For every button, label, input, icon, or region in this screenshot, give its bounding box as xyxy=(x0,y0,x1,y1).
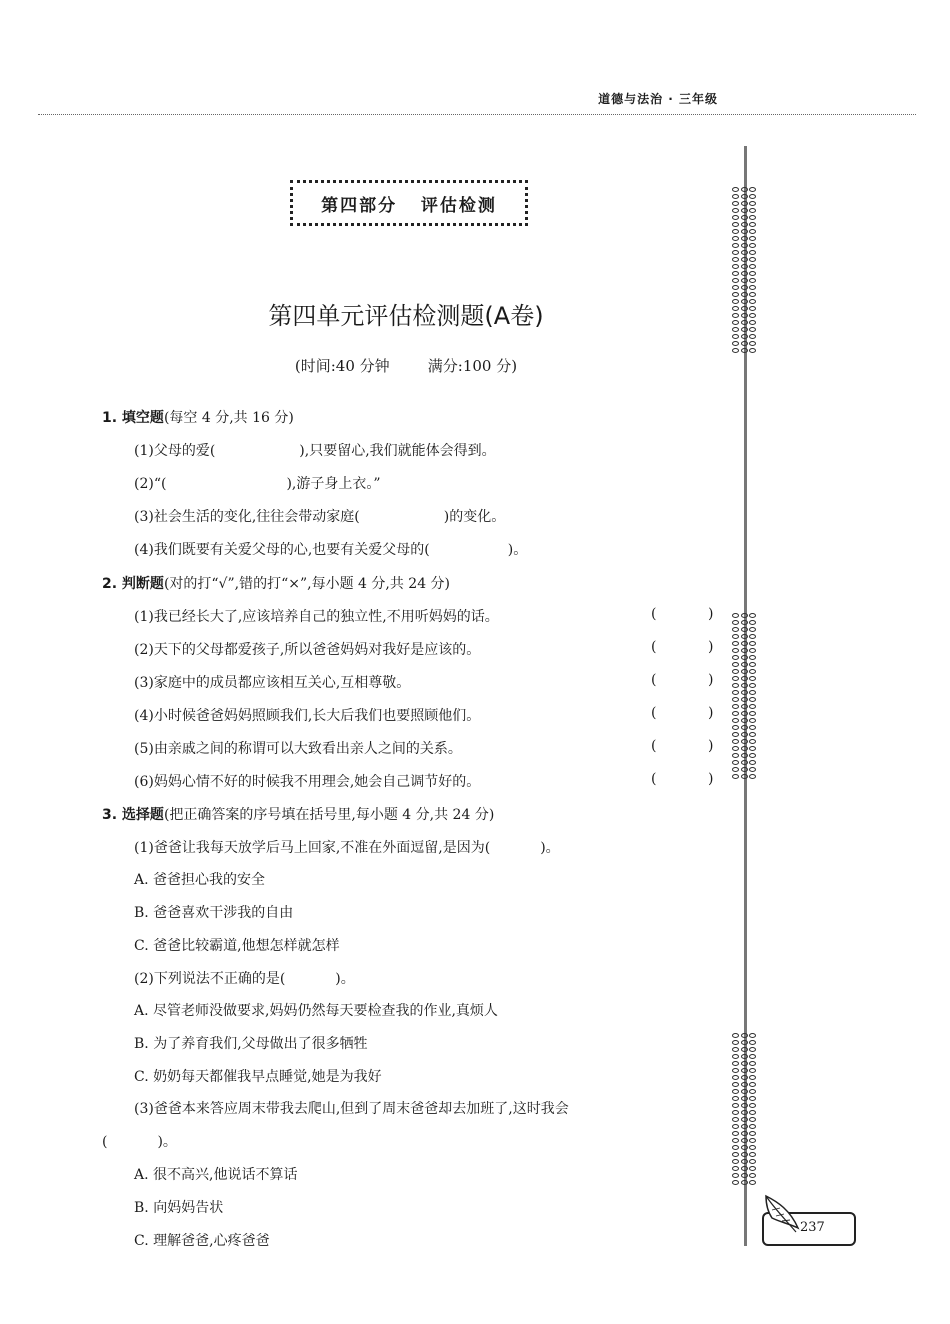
binding-ring xyxy=(732,1102,756,1109)
binding-ring xyxy=(732,1109,756,1116)
q1-item-4 xyxy=(134,539,527,559)
q2-item-4: (4)小时候爸爸妈妈照顾我们,长大后我们也要照顾他们。 xyxy=(134,708,481,724)
binding-ring xyxy=(732,731,756,738)
q3-sub1-option-b[interactable]: B. 爸爸喜欢干涉我的自由 xyxy=(134,905,294,921)
binding-ring xyxy=(732,654,756,661)
binding-ring xyxy=(732,1123,756,1130)
binding-ring xyxy=(732,221,756,228)
answer-paren-open[interactable]: ( xyxy=(651,738,657,754)
binding-ring xyxy=(732,1046,756,1053)
binding-ring xyxy=(732,1144,756,1151)
q2-item-5: (5)由亲戚之间的称谓可以大致看出亲人之间的关系。 xyxy=(134,741,462,757)
binding-ring xyxy=(732,626,756,633)
q3-note: (把正确答案的序号填在括号里,每小题 4 分,共 24 分) xyxy=(163,807,495,823)
binding-ring xyxy=(732,256,756,263)
binding-ring xyxy=(732,738,756,745)
q3-sub1-option-c[interactable]: C. 爸爸比较霸道,他想怎样就怎样 xyxy=(134,938,340,954)
binding-ring xyxy=(732,333,756,340)
q3-sub3-option-a[interactable]: A. 很不高兴,他说话不算话 xyxy=(134,1167,298,1183)
answer-paren-open[interactable]: ( xyxy=(651,672,657,688)
binding-ring xyxy=(732,1116,756,1123)
q3-sub1-stem-text: (1)爸爸让我每天放学后马上回家,不准在外面逗留,是因为( xyxy=(134,840,491,856)
q1-item-2-pre: (2)“( xyxy=(134,476,167,492)
binding-ring xyxy=(732,1067,756,1074)
binding-ring xyxy=(732,1179,756,1186)
binding-ring xyxy=(732,1158,756,1165)
answer-paren-open[interactable]: ( xyxy=(651,705,657,721)
binding-ring xyxy=(732,1088,756,1095)
binding-ring xyxy=(732,703,756,710)
q3-sub2-stem-end: )。 xyxy=(335,971,355,987)
binding-ring xyxy=(732,284,756,291)
q3-sub2-stem-text: (2)下列说法不正确的是( xyxy=(134,971,286,987)
binding-ring xyxy=(732,682,756,689)
q3-sub2-option-a[interactable]: A. 尽管老师没做要求,妈妈仍然每天要检查我的作业,真烦人 xyxy=(134,1003,498,1019)
q3-sub3-paren-open: ( xyxy=(102,1134,108,1150)
section-part: 第四部分 xyxy=(321,195,398,216)
q1-item-2-post: ),游子身上衣。” xyxy=(286,476,381,492)
page-number: 237 xyxy=(800,1220,825,1235)
answer-paren-close: ) xyxy=(708,738,714,754)
binding-ring xyxy=(732,200,756,207)
quill-feather-icon xyxy=(760,1188,804,1244)
q2-item-2: (2)天下的父母都爱孩子,所以爸爸妈妈对我好是应该的。 xyxy=(134,642,481,658)
binding-ring xyxy=(732,717,756,724)
exam-time-score: (时间:40 分钟 满分:100 分) xyxy=(294,357,518,375)
binding-ring xyxy=(732,661,756,668)
q1-item-1 xyxy=(134,440,496,460)
binding-ring xyxy=(732,724,756,731)
binding-ring xyxy=(732,1165,756,1172)
q1-item-1-post: ),只要留心,我们就能体会得到。 xyxy=(299,443,496,459)
binding-ring xyxy=(732,766,756,773)
binding-ring xyxy=(732,640,756,647)
q3-sub1-stem-end: )。 xyxy=(540,840,560,856)
q2-heading xyxy=(102,573,450,593)
q1-note: (每空 4 分,共 16 分) xyxy=(163,410,294,426)
answer-paren-open[interactable]: ( xyxy=(651,771,657,787)
binding-ring xyxy=(732,745,756,752)
section-banner xyxy=(290,180,528,226)
binding-ring xyxy=(732,1137,756,1144)
binding-ring xyxy=(732,340,756,347)
page-title: 第四单元评估检测题(A卷) xyxy=(268,302,544,330)
binding-ring xyxy=(732,186,756,193)
binding-ring xyxy=(732,193,756,200)
binding-rings-top xyxy=(732,186,756,354)
binding-ring xyxy=(732,675,756,682)
binding-rings-bottom xyxy=(732,1032,756,1186)
binding-ring xyxy=(732,1039,756,1046)
q2-item-3: (3)家庭中的成员都应该相互关心,互相尊敬。 xyxy=(134,675,411,691)
q2-item-1: (1)我已经长大了,应该培养自己的独立性,不用听妈妈的话。 xyxy=(134,609,499,625)
binding-ring xyxy=(732,619,756,626)
binding-ring xyxy=(732,1172,756,1179)
q3-sub3-stem-cont xyxy=(102,1131,177,1151)
binding-ring xyxy=(732,298,756,305)
q3-heading xyxy=(102,804,494,824)
q3-title: 3. 选择题 xyxy=(102,807,164,823)
binding-ring xyxy=(732,277,756,284)
binding-ring xyxy=(732,647,756,654)
binding-ring xyxy=(732,1130,756,1137)
q3-sub2-stem xyxy=(134,968,355,988)
binding-ring xyxy=(732,773,756,780)
binding-ring xyxy=(732,1151,756,1158)
answer-paren-close: ) xyxy=(708,606,714,622)
answer-paren-close: ) xyxy=(708,771,714,787)
binding-ring xyxy=(732,242,756,249)
q3-sub1-stem xyxy=(134,837,560,857)
q3-sub1-option-a[interactable]: A. 爸爸担心我的安全 xyxy=(134,872,266,888)
answer-paren-close: ) xyxy=(708,705,714,721)
binding-ring xyxy=(732,1053,756,1060)
q1-item-1-pre: (1)父母的爱( xyxy=(134,443,216,459)
q1-item-4-pre: (4)我们既要有关爱父母的心,也要有关爱父母的( xyxy=(134,542,430,558)
binding-ring xyxy=(732,689,756,696)
binding-ring xyxy=(732,207,756,214)
binding-ring xyxy=(732,263,756,270)
binding-ring xyxy=(732,1060,756,1067)
q3-sub3-option-c[interactable]: C. 理解爸爸,心疼爸爸 xyxy=(134,1233,270,1249)
binding-ring xyxy=(732,710,756,717)
answer-paren-open[interactable]: ( xyxy=(651,606,657,622)
q1-heading xyxy=(102,407,294,427)
binding-ring xyxy=(732,759,756,766)
q1-title: 1. 填空题 xyxy=(102,410,164,426)
answer-paren-close: ) xyxy=(708,672,714,688)
binding-ring xyxy=(732,326,756,333)
binding-ring xyxy=(732,312,756,319)
binding-ring xyxy=(732,633,756,640)
binding-ring xyxy=(732,1081,756,1088)
q3-sub2-option-b[interactable]: B. 为了养育我们,父母做出了很多牺牲 xyxy=(134,1036,368,1052)
binding-ring xyxy=(732,249,756,256)
q2-note: (对的打“√”,错的打“×”,每小题 4 分,共 24 分) xyxy=(163,576,451,592)
binding-ring xyxy=(732,347,756,354)
header-divider xyxy=(38,114,916,115)
answer-paren-open[interactable]: ( xyxy=(651,639,657,655)
header-subject: 道德与法治 · 三年级 xyxy=(598,92,718,106)
binding-ring xyxy=(732,235,756,242)
q3-sub2-option-c[interactable]: C. 奶奶每天都催我早点睡觉,她是为我好 xyxy=(134,1069,382,1085)
binding-ring xyxy=(732,291,756,298)
binding-ring xyxy=(732,228,756,235)
q3-sub3-stem: (3)爸爸本来答应周末带我去爬山,但到了周末爸爸却去加班了,这时我会 xyxy=(134,1101,569,1117)
binding-rings-middle xyxy=(732,612,756,780)
q1-item-2 xyxy=(134,473,381,493)
q1-item-3 xyxy=(134,506,505,526)
binding-ring xyxy=(732,1095,756,1102)
binding-ring xyxy=(732,612,756,619)
answer-paren-close: ) xyxy=(708,639,714,655)
q1-item-3-post: )的变化。 xyxy=(443,509,506,525)
binding-ring xyxy=(732,1074,756,1081)
binding-ring xyxy=(732,214,756,221)
binding-ring xyxy=(732,752,756,759)
q2-title: 2. 判断题 xyxy=(102,576,164,592)
binding-ring xyxy=(732,305,756,312)
binding-ring xyxy=(732,696,756,703)
q3-sub3-paren-close: )。 xyxy=(157,1134,177,1150)
binding-ring xyxy=(732,319,756,326)
section-name: 评估检测 xyxy=(420,195,497,216)
binding-ring xyxy=(732,270,756,277)
binding-ring xyxy=(732,668,756,675)
binding-ring xyxy=(732,1032,756,1039)
q3-sub3-option-b[interactable]: B. 向妈妈告状 xyxy=(134,1200,224,1216)
q2-item-6: (6)妈妈心情不好的时候我不用理会,她会自己调节好的。 xyxy=(134,774,481,790)
q1-item-4-post: )。 xyxy=(507,542,528,558)
q1-item-3-pre: (3)社会生活的变化,往往会带动家庭( xyxy=(134,509,360,525)
